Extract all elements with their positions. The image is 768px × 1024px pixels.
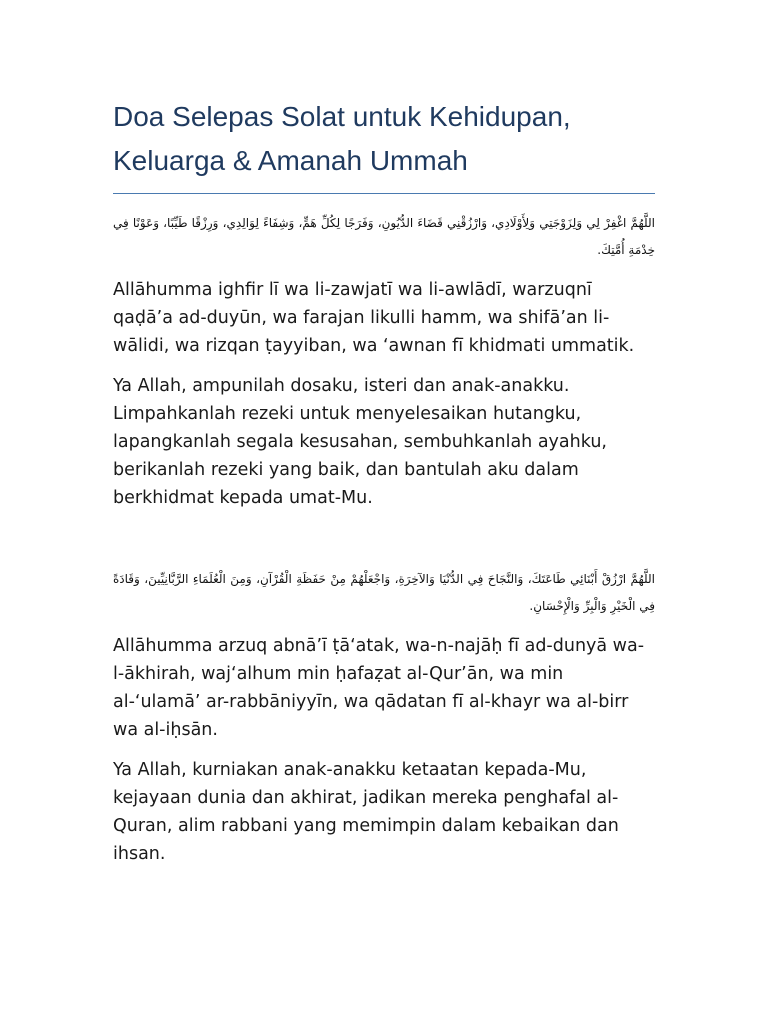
meaning-text: Ya Allah, ampunilah dosaku, isteri dan anak-anakku. Limpahkanlah rezeki untuk menyelesaikan hutangku, lapangkanlah segala kesusahan, sembuhkanlah ayahku, berikanlah rezeki yang baik, dan bantulah aku dalam berkhidmat kepada umat-Mu. [113,376,607,508]
document-page [113,95,655,868]
transliteration-text: Allāhumma ighfir lī wa li-zawjatī wa li-awlādī, warzuqnī qaḍā’a ad-duyūn, wa farajan likulli hamm, wa shifā’an li-wālidi, wa rizqan ṭayyiban, wa ‘awnan fī khidmati ummatik. [113,280,635,356]
document-title: Doa Selepas Solat untuk Kehidupan, Keluarga & Amanah Ummah [113,95,655,194]
prayer-section-2 [113,566,655,868]
section-spacer [113,512,655,550]
arabic-text: اللَّهُمَّ اغْفِرْ لِي وَلِزَوْجَتِي وَلِأَوْلَادِي، وَارْزُقْنِي قَضَاءَ الدُّيُونِ، وَفَرَجًا لِكُلِّ هَمٍّ، وَشِفَاءً لِوَالِدِي، وَرِزْقًا طَيِّبًا، وَعَوْنًا فِي خِدْمَةِ أُمَّتِكَ. [113,216,655,257]
meaning-text: Ya Allah, kurniakan anak-anakku ketaatan kepada-Mu, kejayaan dunia dan akhirat, jadikan mereka penghafal al-Quran, alim rabbani yang memimpin dalam kebaikan dan ihsan. [113,760,619,864]
arabic-text: اللَّهُمَّ ارْزُقْ أَبْنَائِي طَاعَتَكَ، وَالنَّجَاحَ فِي الدُّنْيَا وَالآخِرَةِ، وَاجْعَلْهُمْ مِنْ حَفَظَةِ الْقُرْآنِ، وَمِنَ الْعُلَمَاءِ الرَّبَّانِيِّينَ، وَقَادَةً فِي الْخَيْرِ وَالْبِرِّ وَالْإِحْسَانِ. [113,572,655,613]
transliteration-text: Allāhumma arzuq abnā’ī ṭā‘atak, wa-n-najāḥ fī ad-dunyā wa-l-ākhirah, waj‘alhum min ḥafaẓat al-Qur’ān, wa min al-‘ulamā’ ar-rabbāniyyīn, wa qādatan fī al-khayr wa al-birr wa al-iḥsān. [113,636,645,740]
prayer-section-1 [113,210,655,512]
